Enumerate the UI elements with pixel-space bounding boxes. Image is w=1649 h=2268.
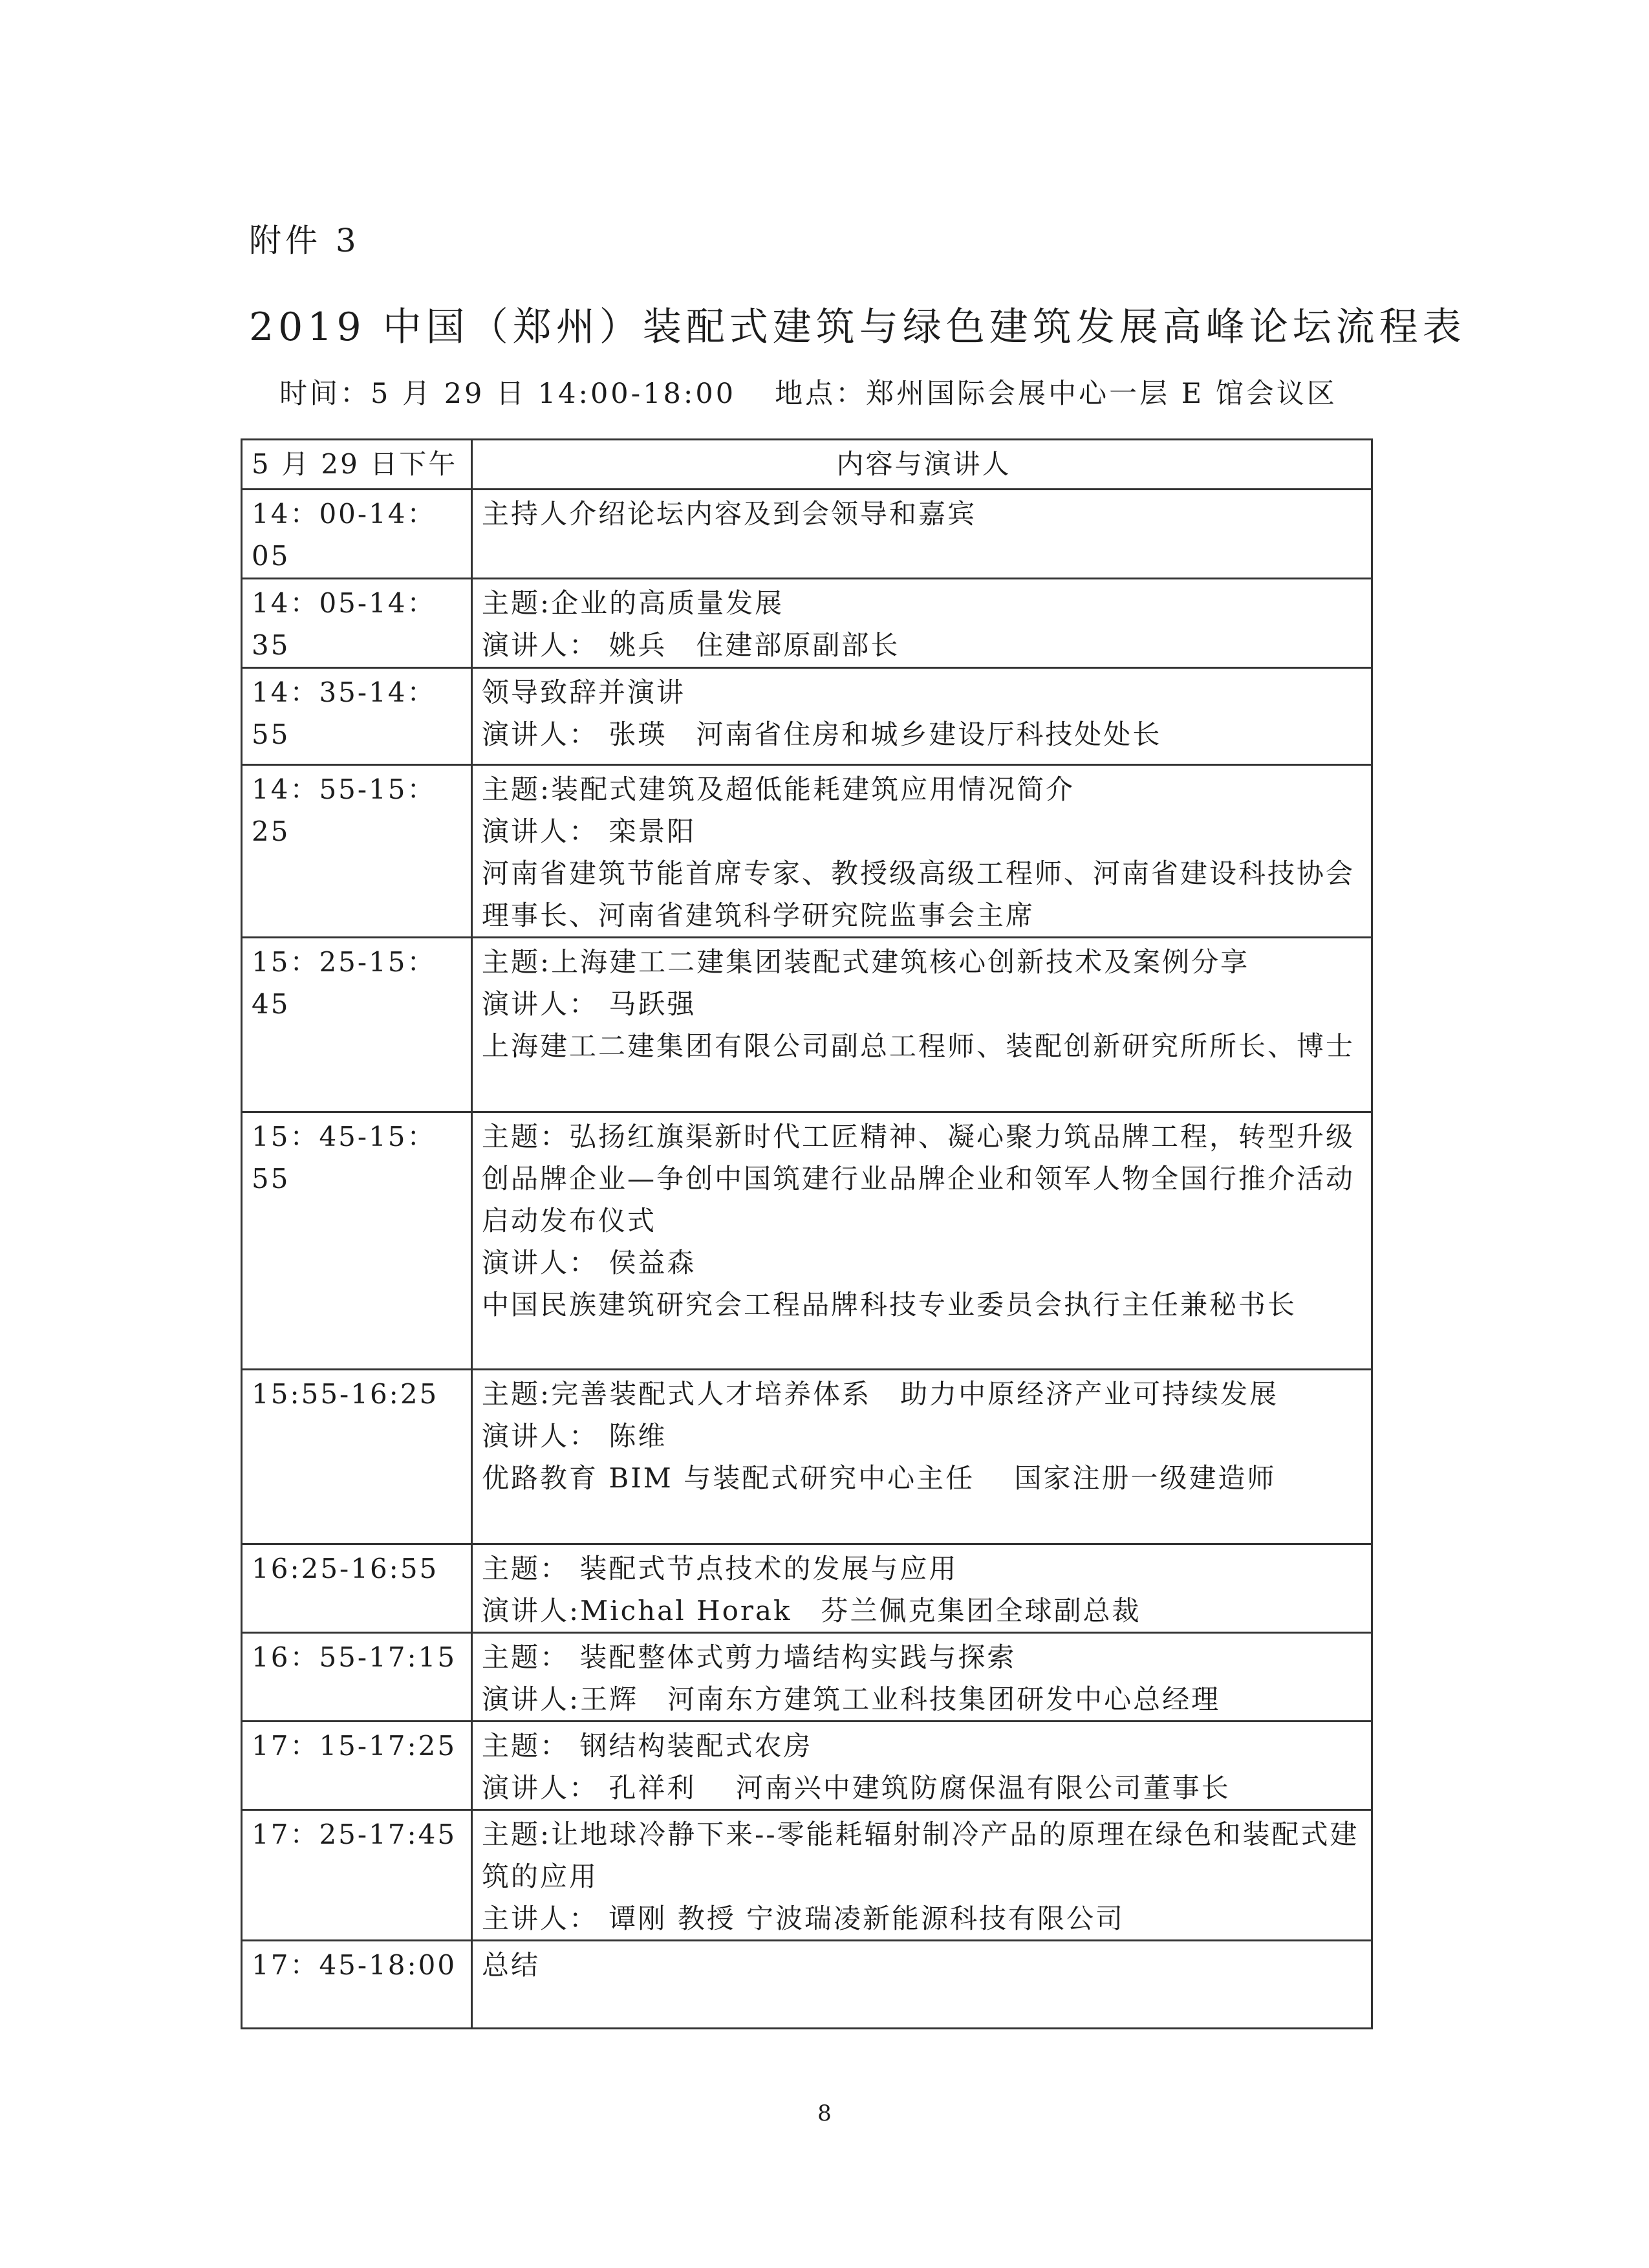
content-line: 演讲人： 马跃强 <box>482 988 696 1020</box>
content-line: 主题:装配式建筑及超低能耗建筑应用情况简介 <box>482 773 1075 805</box>
row-time: 17：25-17:45 <box>242 1810 472 1941</box>
table-row <box>242 1370 1372 1544</box>
row-time: 17：45-18:00 <box>242 1941 472 2029</box>
event-time: 时间：5 月 29 日 14:00-18:00 <box>279 378 737 410</box>
content-line: 主讲人： 谭刚 教授 宁波瑞凌新能源科技有限公司 <box>482 1903 1125 1934</box>
content-line: 主题:完善装配式人才培养体系 助力中原经济产业可持续发展 <box>482 1378 1279 1410</box>
row-time: 16:25-16:55 <box>242 1544 472 1633</box>
row-content <box>472 579 1372 668</box>
page-number: 8 <box>817 2101 832 2126</box>
content-line: 演讲人： 栾景阳 <box>482 815 696 847</box>
row-content <box>472 1941 1372 2029</box>
table-row <box>242 668 1372 765</box>
content-line: 演讲人:Michal Horak 芬兰佩克集团全球副总裁 <box>482 1595 1141 1626</box>
attachment-label: 附件 3 <box>249 222 360 259</box>
table-row <box>242 579 1372 668</box>
content-line: 河南省建筑节能首席专家、教授级高级工程师、河南省建设科技协会理事长、河南省建筑科学研究院监事会主席 <box>482 858 1355 931</box>
table-row <box>242 1544 1372 1633</box>
content-line: 演讲人： 张瑛 河南省住房和城乡建设厅科技处处长 <box>482 718 1162 750</box>
content-line: 领导致辞并演讲 <box>482 676 686 708</box>
table-row <box>242 490 1372 579</box>
content-line: 主题：弘扬红旗渠新时代工匠精神、凝心聚力筑品牌工程，转型升级创品牌企业—争创中国筑建行业品牌企业和领军人物全国行推介活动启动发布仪式 <box>482 1121 1355 1237</box>
content-line: 上海建工二建集团有限公司副总工程师、装配创新研究所所长、博士 <box>482 1030 1355 1062</box>
row-time: 15：45-15：55 <box>242 1112 472 1370</box>
table-row <box>242 938 1372 1112</box>
table-row <box>242 1633 1372 1722</box>
agenda-table <box>241 438 1373 2029</box>
table-row <box>242 1112 1372 1370</box>
row-content <box>472 765 1372 938</box>
table-row <box>242 765 1372 938</box>
content-line: 主题:让地球冷静下来--零能耗辐射制冷产品的原理在绿色和装配式建筑的应用 <box>482 1819 1359 1892</box>
row-content <box>472 1633 1372 1722</box>
content-line: 主题:企业的高质量发展 <box>482 587 784 619</box>
content-line: 总结 <box>482 1949 541 1981</box>
content-line: 主题： 装配式节点技术的发展与应用 <box>482 1553 958 1584</box>
content-line: 中国民族建筑研究会工程品牌科技专业委员会执行主任兼秘书长 <box>482 1289 1297 1321</box>
row-content <box>472 1112 1372 1370</box>
table-header-row <box>242 440 1372 490</box>
row-time: 14：55-15：25 <box>242 765 472 938</box>
content-line: 演讲人： 姚兵 住建部原副部长 <box>482 629 900 661</box>
row-time: 16：55-17:15 <box>242 1633 472 1722</box>
row-content <box>472 1370 1372 1544</box>
event-location: 地点：郑州国际会展中心一层 E 馆会议区 <box>775 378 1337 410</box>
row-time: 17：15-17:25 <box>242 1722 472 1810</box>
table-row <box>242 1722 1372 1810</box>
page-title: 2019 中国（郑州）装配式建筑与绿色建筑发展高峰论坛流程表 <box>249 305 1466 350</box>
content-line: 演讲人： 孔祥利 河南兴中建筑防腐保温有限公司董事长 <box>482 1772 1231 1804</box>
content-line: 主持人介绍论坛内容及到会领导和嘉宾 <box>482 498 977 530</box>
row-time: 14：35-14：55 <box>242 668 472 765</box>
content-line: 演讲人： 陈维 <box>482 1420 667 1452</box>
row-time: 15:55-16:25 <box>242 1370 472 1544</box>
header-content: 内容与演讲人 <box>472 440 1372 490</box>
content-line: 主题： 钢结构装配式农房 <box>482 1730 813 1762</box>
subtitle <box>279 372 1337 411</box>
row-content <box>472 1810 1372 1941</box>
content-line: 主题:上海建工二建集团装配式建筑核心创新技术及案例分享 <box>482 946 1250 978</box>
row-time: 14：05-14：35 <box>242 579 472 668</box>
table-row <box>242 1941 1372 2029</box>
row-time: 15：25-15：45 <box>242 938 472 1112</box>
row-content <box>472 490 1372 579</box>
row-content <box>472 1722 1372 1810</box>
table-row <box>242 1810 1372 1941</box>
row-content <box>472 938 1372 1112</box>
content-line: 演讲人： 侯益森 <box>482 1247 696 1279</box>
content-line: 主题： 装配整体式剪力墙结构实践与探索 <box>482 1641 1017 1673</box>
content-line: 演讲人:王辉 河南东方建筑工业科技集团研发中心总经理 <box>482 1683 1221 1715</box>
content-line: 优路教育 BIM 与装配式研究中心主任 国家注册一级建造师 <box>482 1462 1277 1494</box>
row-content <box>472 1544 1372 1633</box>
row-time: 14：00-14：05 <box>242 490 472 579</box>
header-time: 5 月 29 日下午 <box>242 440 472 490</box>
row-content <box>472 668 1372 765</box>
